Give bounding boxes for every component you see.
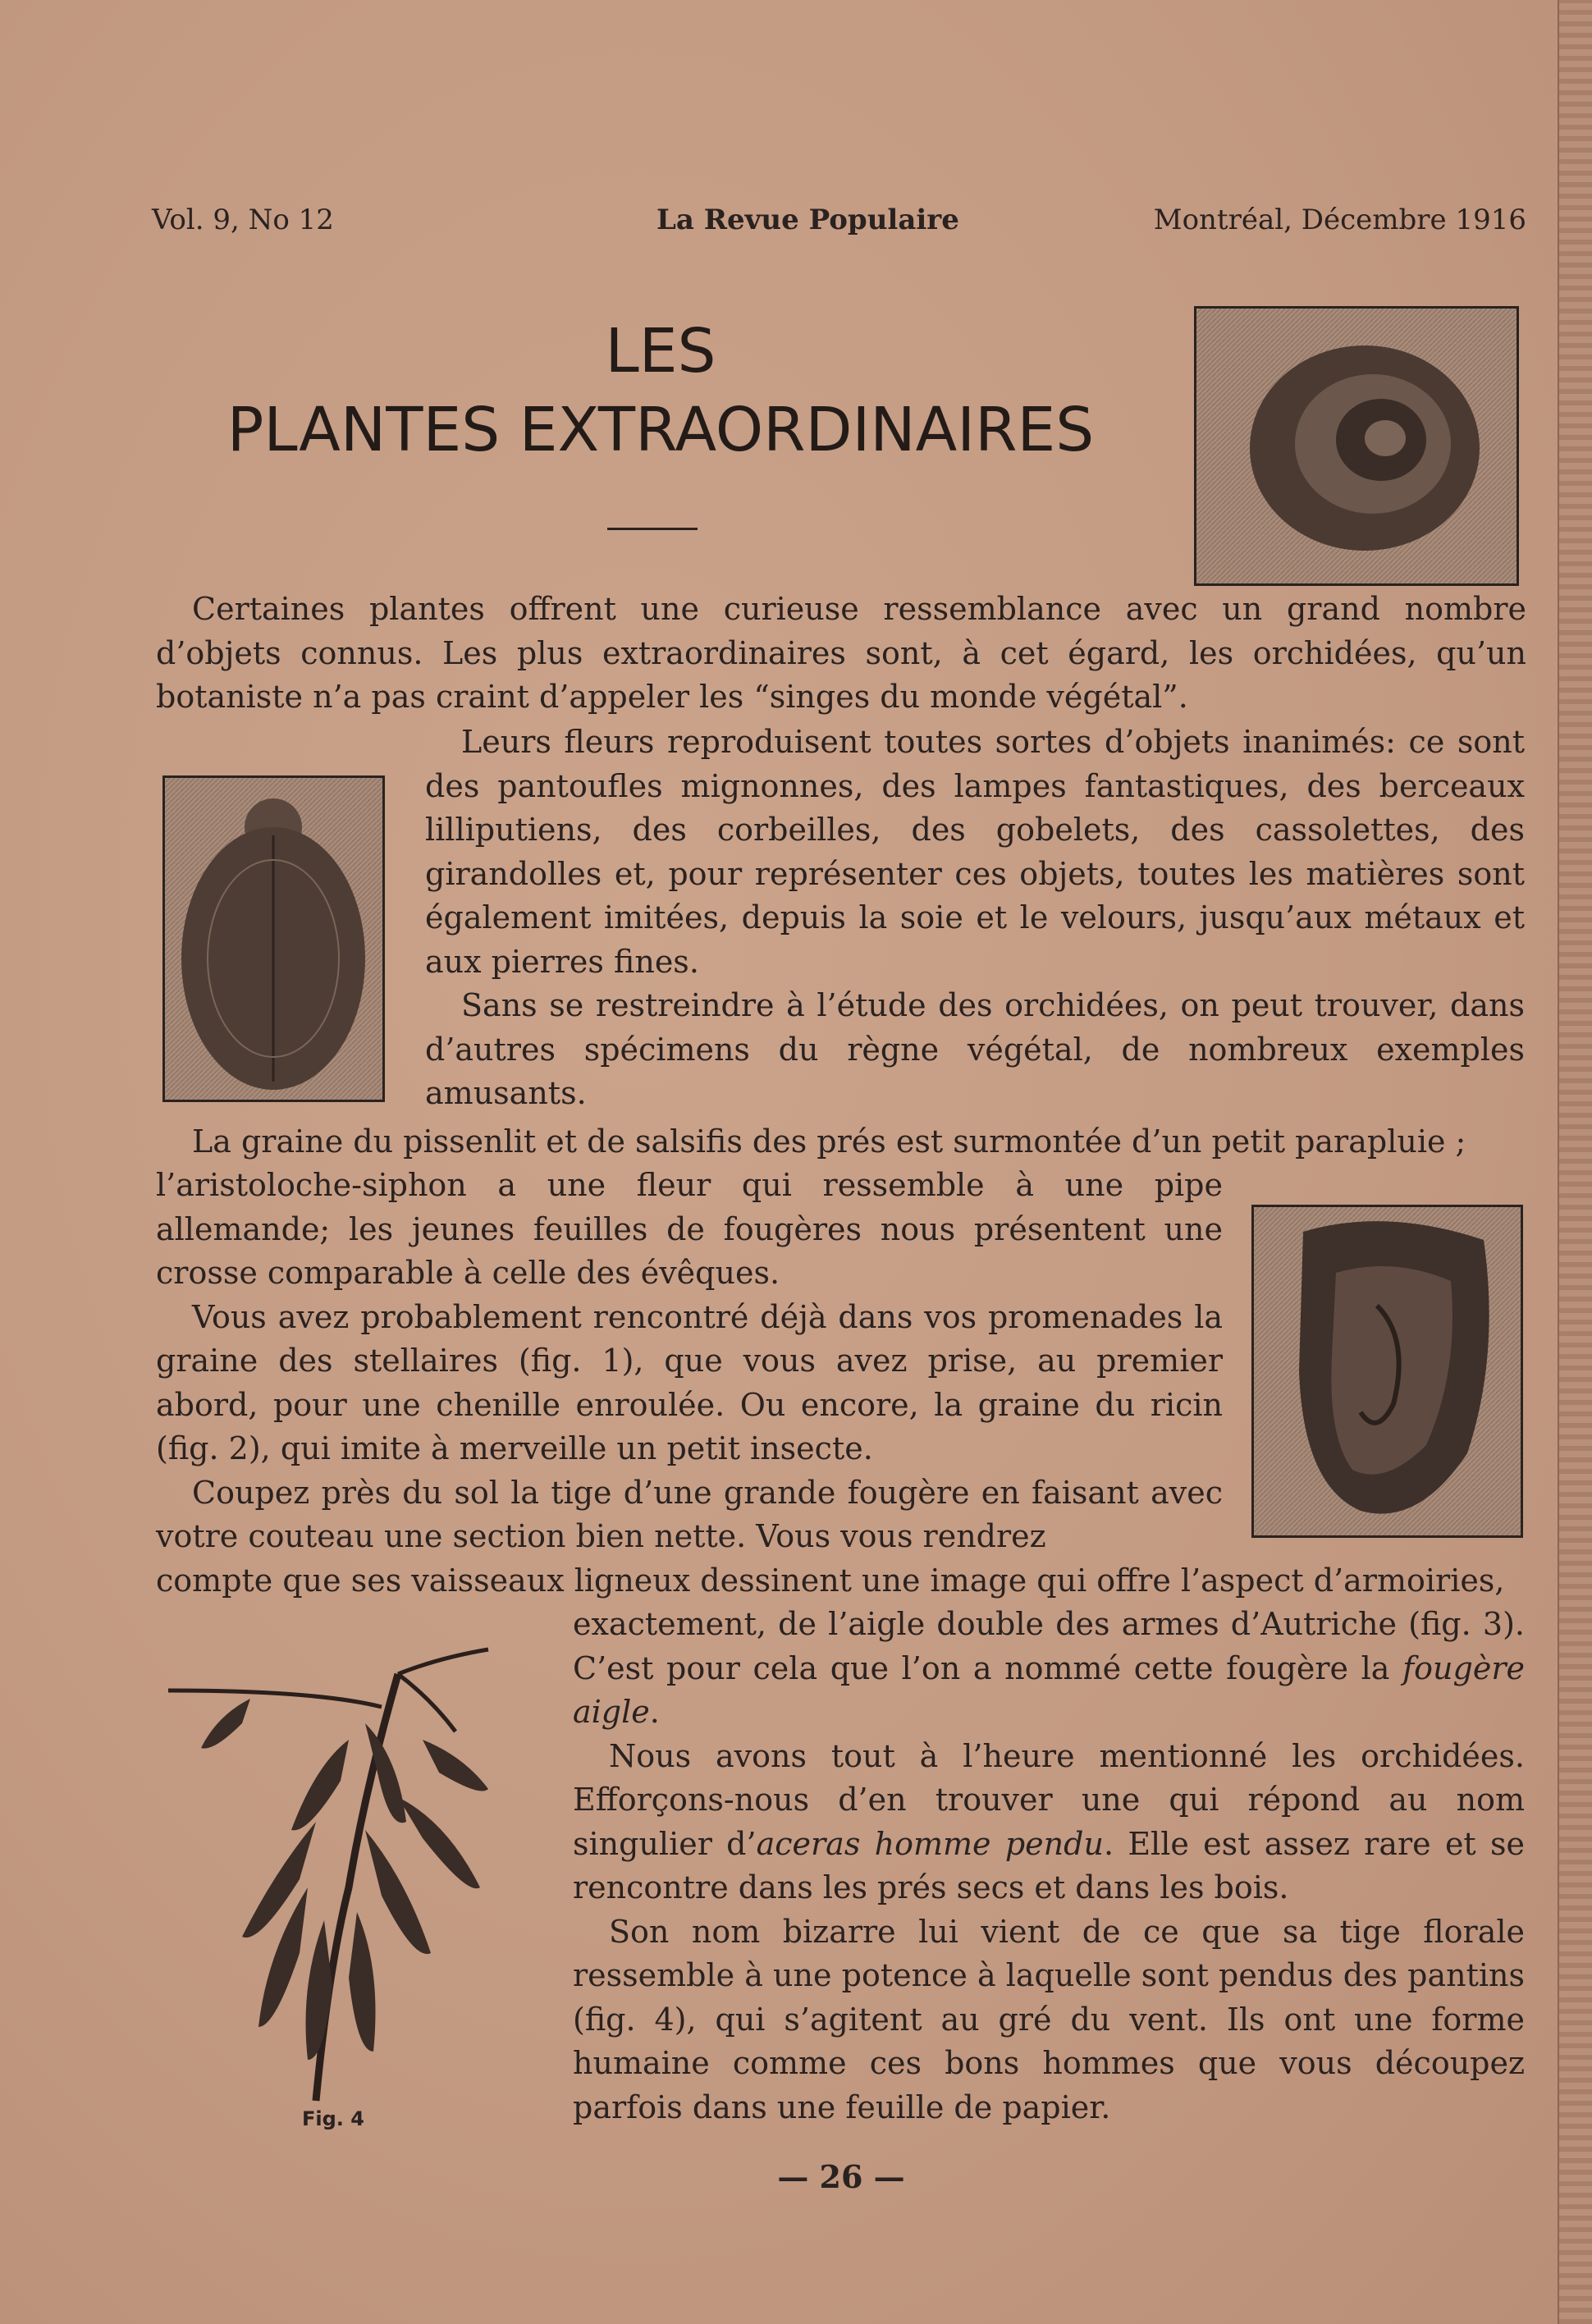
column-beside-fern xyxy=(156,1164,1223,1559)
figure-stellaire-seed xyxy=(1194,306,1519,586)
volume-number: Vol. 9, No 12 xyxy=(152,204,334,236)
figure-ricin-seed xyxy=(162,775,385,1102)
title-divider xyxy=(607,528,698,530)
place-date: Montréal, Décembre 1916 xyxy=(1153,204,1526,236)
figure-fern-section xyxy=(1251,1205,1523,1538)
paragraph-7-end: . Elle est assez rare et se rencontre dans les prés secs et dans les bois. xyxy=(573,1825,1525,1905)
paragraph-7 xyxy=(573,1735,1525,1910)
figure-aceras-orchid xyxy=(152,1641,554,2109)
term-aceras-homme-pendu: aceras homme pendu xyxy=(756,1825,1104,1862)
title-line-2: PLANTES EXTRAORDINAIRES xyxy=(226,395,1095,465)
paragraph-intro xyxy=(156,588,1526,720)
ricin-seed-illustration xyxy=(165,778,382,1100)
title-line-1: LES xyxy=(605,316,716,387)
figure-4-label: Fig. 4 xyxy=(302,2107,364,2130)
fern-section-illustration xyxy=(1254,1207,1521,1535)
paragraph-5: Vous avez probablement rencontré déjà dans vos promenades la graine des stellaires (fig. 1), que vous avez prise, au premier abord, pour une chenille enroulée. Ou encore, la graine du ricin (fig. 2), qui imite à merveille un petit insecte. xyxy=(156,1298,1223,1466)
paragraph-4a: La graine du pissenlit et de salsifis des prés est surmontée d’un petit parapluie ; xyxy=(192,1123,1466,1160)
aceras-orchid-illustration xyxy=(152,1641,554,2109)
stellaire-seed-illustration xyxy=(1196,309,1517,583)
paragraph-2: Leurs fleurs reproduisent toutes sortes d’objets inanimés: ce sont des pantoufles mignonnes, des lampes fantastiques, des berceaux lilliputiens, des corbeilles, des gobelets, des cassolettes, des girandolles et, pour représenter ces objets, toutes les matières sont également imitées, depuis la soie et le velours, jusqu’aux métaux et aux pierres fines. xyxy=(425,724,1525,980)
page-binding-edge xyxy=(1558,0,1592,2324)
paragraph-3: Sans se restreindre à l’étude des orchidées, on peut trouver, dans d’autres spécimens du règne végétal, de nombreux exemples amusants. xyxy=(425,987,1525,1111)
paragraph-6-full-line xyxy=(156,1559,1526,1603)
paragraph-7-text: Nous avons tout à l’heure mentionné les orchidées. Efforçons-nous d’en trouver une qui répond au nom singulier d’ xyxy=(573,1737,1525,1862)
paragraph-6c-text: exactement, de l’aigle double des armes d’Autriche (fig. 3). C’est pour cela que l’on a nommé cette fougère la xyxy=(573,1606,1525,1686)
paragraph-4b: l’aristoloche-siphon a une fleur qui ressemble à une pipe allemande; les jeunes feuilles de fougères nous présentent une crosse comparable à celle des évêques. xyxy=(156,1167,1223,1291)
paragraph-6c xyxy=(573,1603,1525,1735)
paragraph-1: Certaines plantes offrent une curieuse ressemblance avec un grand nombre d’objets connus. Les plus extraordinaires sont, à cet égard, les orchidées, qu’un botaniste n’a pas craint d’appeler les “singes du monde végétal”. xyxy=(156,591,1526,715)
page-number: — 26 — xyxy=(777,2158,905,2195)
paragraph-6b: compte que ses vaisseaux ligneux dessinent une image qui offre l’aspect d’armoiries, xyxy=(156,1562,1505,1599)
column-beside-aceras xyxy=(573,1603,1525,2130)
article-title xyxy=(152,312,1169,469)
term-fougere-aigle: fougère aigle xyxy=(573,1649,1525,1730)
paragraph-8: Son nom bizarre lui vient de ce que sa tige florale ressemble à une potence à laquelle sont pendus des pantins (fig. 4), qui s’agitent au gré du vent. Ils ont une forme humaine comme ces bons hommes que vous découpez parfois dans une feuille de papier. xyxy=(573,1913,1525,2125)
paragraph-4-first-line xyxy=(156,1120,1526,1164)
magazine-name: La Revue Populaire xyxy=(656,204,959,236)
column-beside-ricin xyxy=(425,721,1525,1116)
paragraph-6c-end: . xyxy=(649,1694,660,1730)
paragraph-6a: Coupez près du sol la tige d’une grande fougère en faisant avec votre couteau une section bien nette. Vous vous rendrez xyxy=(156,1474,1223,1554)
running-header xyxy=(152,204,1526,253)
